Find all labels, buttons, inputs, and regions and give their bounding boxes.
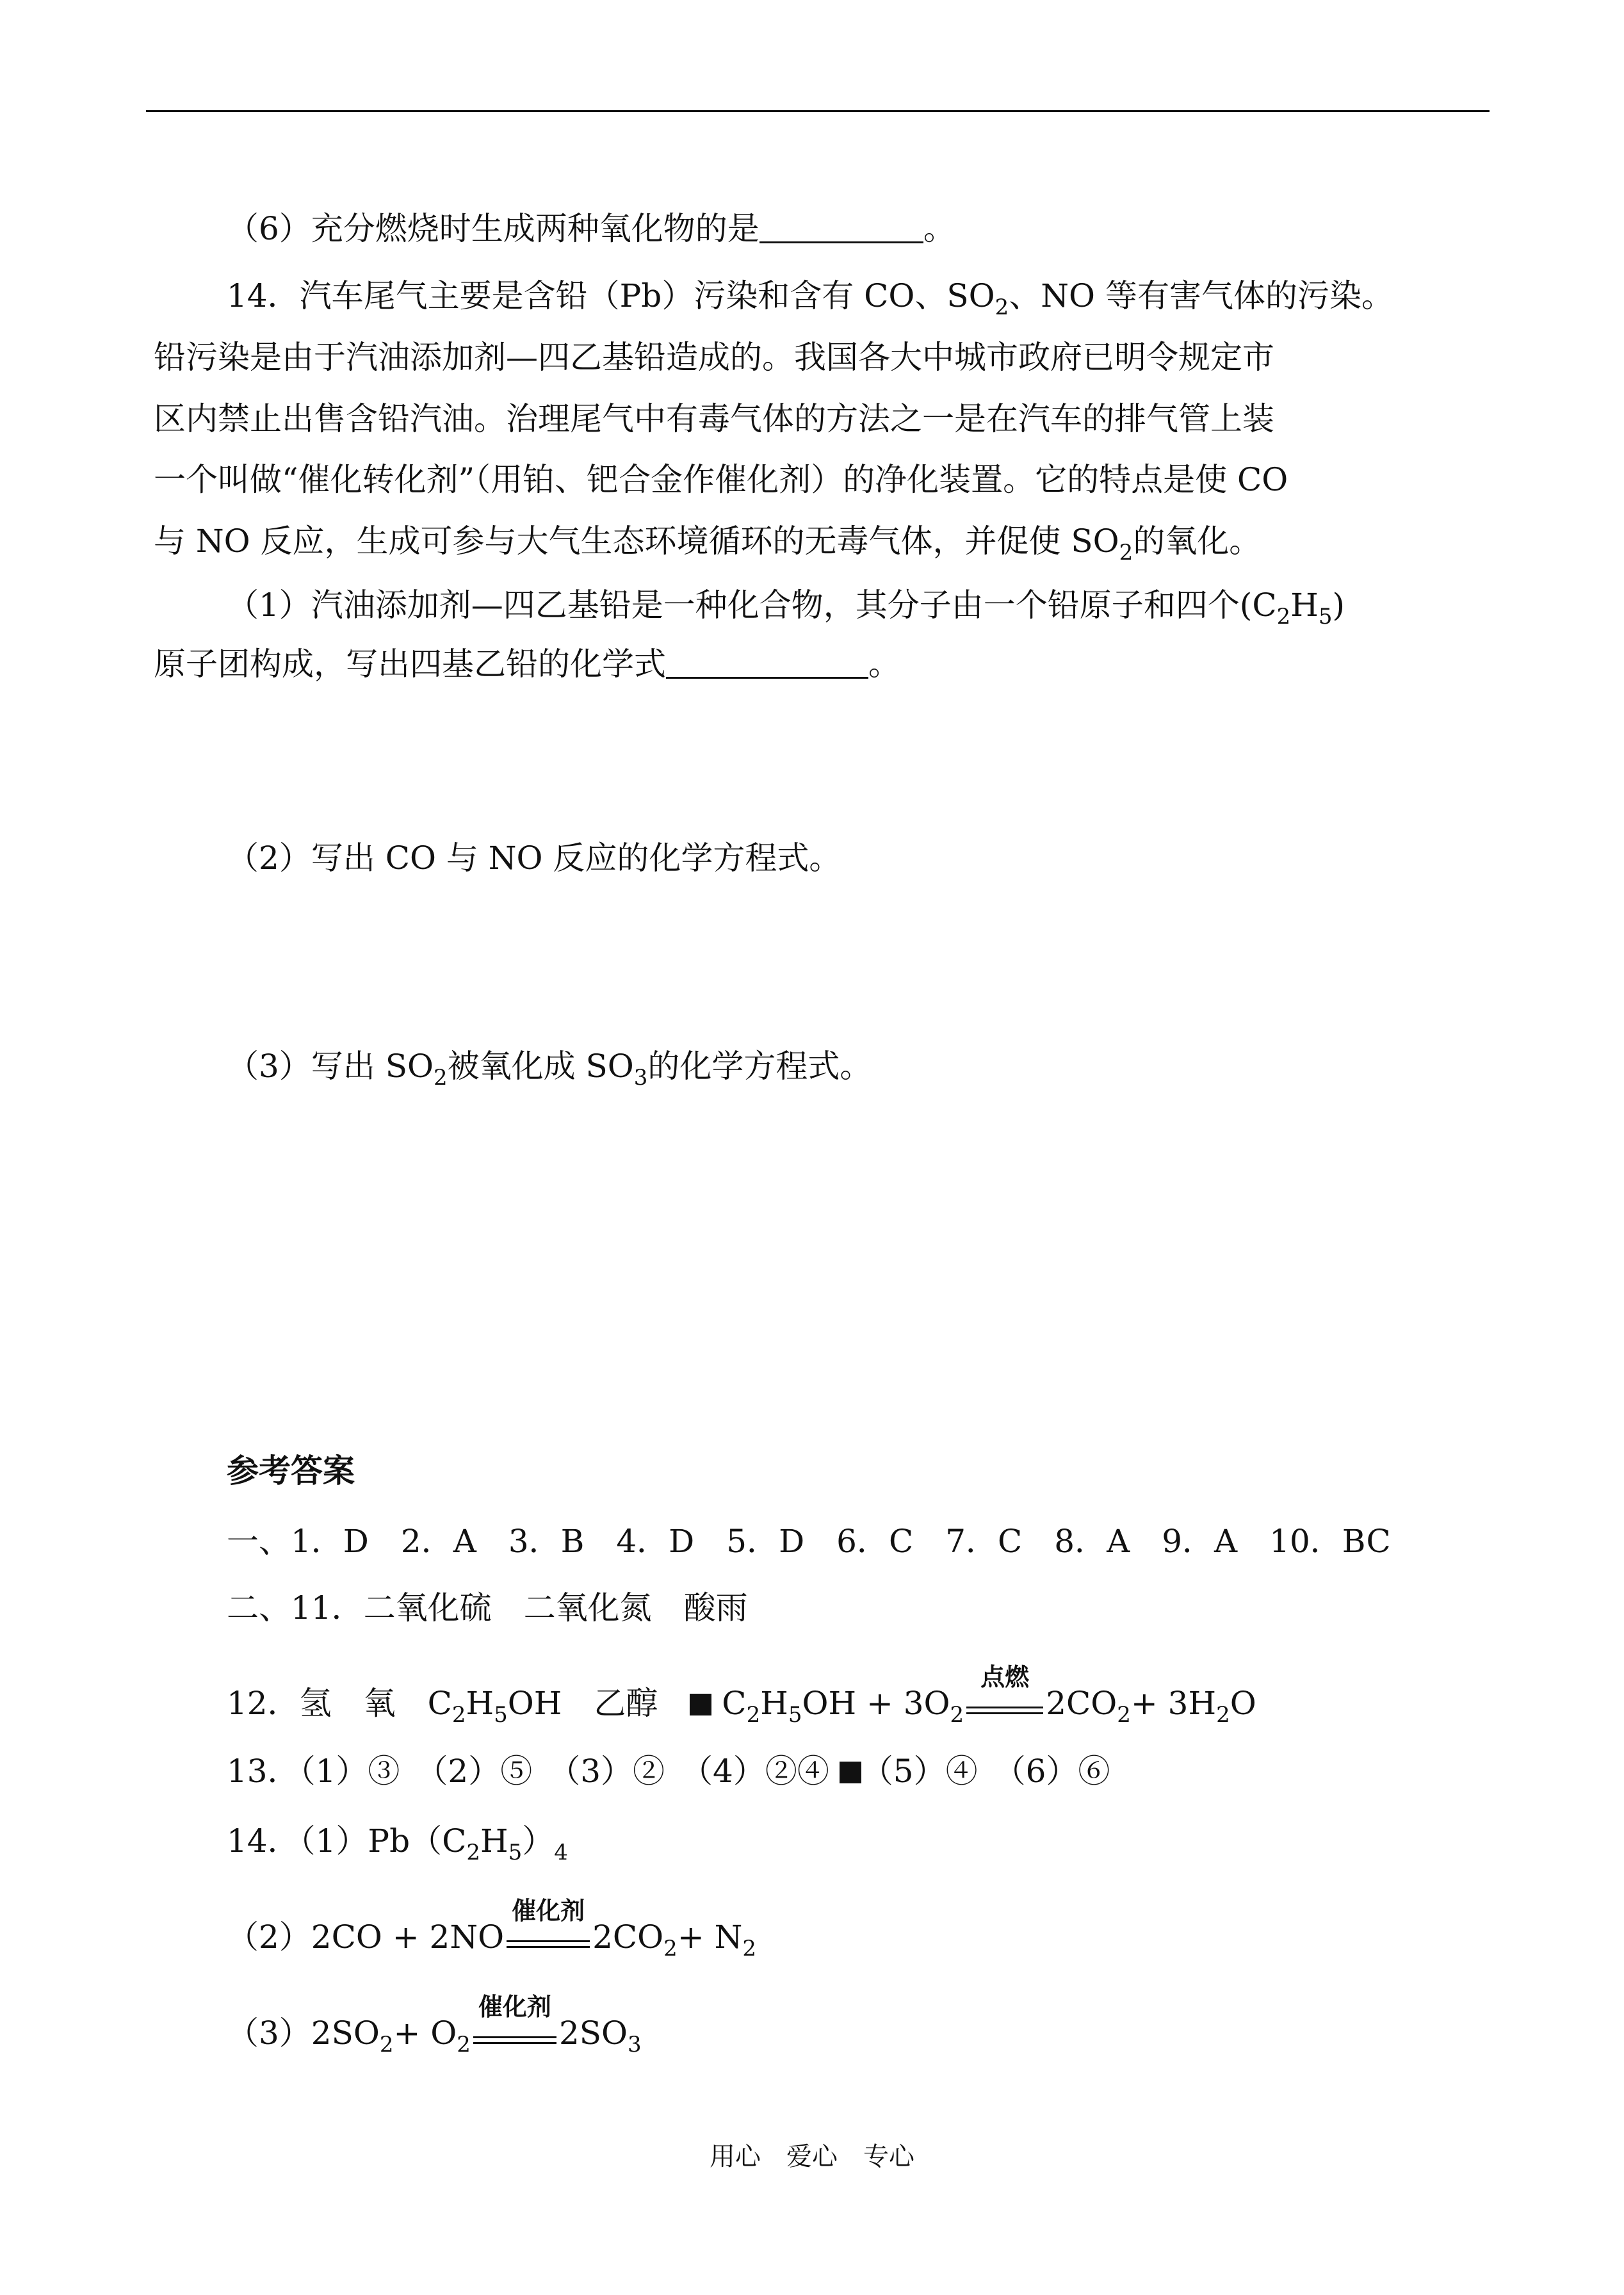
q14-sub1-text2: 原子团构成，写出四基乙铅的化学式 — [154, 645, 666, 683]
q14-sub1-line1 — [227, 583, 1345, 639]
q14-line2: 铅污染是由于汽油添加剂—四乙基铅造成的。我国各大中城市政府已明令规定市 — [154, 339, 1274, 376]
answers-part1: 一、1．D 2．A 3．B 4．D 5．D 6．C 7．C 8．A 9．A 10．BC — [227, 1523, 1391, 1560]
formula-part: H — [760, 1685, 788, 1722]
q14-line4: 一个叫做“催化转化剂”（用铂、钯合金作催化剂）的净化装置。它的特点是使 CO — [154, 461, 1288, 498]
q14-line1-text: 14．汽车尾气主要是含铅（Pb）污染和含有 CO、SO — [227, 277, 995, 314]
answer-12-text: 12．氢 氧 C — [227, 1685, 452, 1722]
q13-item6-text: （6）充分燃烧时生成两种氧化物的是 — [227, 210, 759, 247]
answer-14-2-text: （2）2CO + 2NO — [227, 1918, 505, 1956]
answer-blank — [759, 208, 923, 243]
formula-part: OH 乙醇 — [507, 1685, 690, 1722]
subscript: 2 — [1216, 1702, 1230, 1728]
formula-part: ） — [522, 1822, 555, 1860]
subscript: 2 — [1117, 1702, 1131, 1728]
formula-part: C — [722, 1685, 747, 1722]
answer-12 — [227, 1662, 1256, 1737]
q14-line5-text: 与 NO 反应，生成可参与大气生态环境循环的无毒气体，并促使 SO — [154, 523, 1119, 560]
answer-blank — [666, 644, 868, 679]
q14-sub3-text3: 的化学方程式。 — [647, 1048, 872, 1085]
q13-item6 — [227, 206, 955, 251]
q13-item6-end: 。 — [923, 210, 955, 247]
formula-part: OH + 3O — [802, 1685, 950, 1722]
subscript: 5 — [508, 1840, 523, 1865]
reaction-condition — [473, 1992, 556, 2044]
q14-line1-end: 、NO 等有害气体的污染。 — [1009, 277, 1393, 314]
answer-14-3 — [227, 1992, 642, 2067]
formula-part: H — [1290, 587, 1319, 624]
q14-line3: 区内禁止出售含铅汽油。治理尾气中有毒气体的方法之一是在汽车的排气管上装 — [154, 400, 1274, 437]
subscript: 2 — [379, 2032, 394, 2057]
subscript: 2 — [746, 1702, 761, 1728]
formula-part: 2SO — [558, 2015, 628, 2052]
answers-heading: 参考答案 — [227, 1452, 355, 1489]
subscript: 5 — [1318, 604, 1333, 629]
page-footer: 用心 爱心 专心 — [710, 2142, 914, 2171]
subscript: 2 — [457, 2032, 471, 2057]
q14-line5-end: 的氧化。 — [1133, 523, 1262, 560]
answer-13-text2: （5）④ （6）⑥ — [861, 1753, 1110, 1790]
q14-sub3-text2: 被氧化成 SO — [447, 1048, 634, 1085]
formula-part: + N — [677, 1918, 743, 1956]
formula-part: 2CO — [1046, 1685, 1117, 1722]
q14-line5 — [154, 519, 1261, 575]
condition-label: 催化剂 — [478, 1992, 551, 2021]
formula-part: ) — [1332, 587, 1345, 624]
reaction-condition — [966, 1662, 1043, 1714]
double-equals-sign — [473, 2036, 556, 2044]
q14-sub1-end: 。 — [868, 645, 900, 683]
formula-part: H — [466, 1685, 494, 1722]
condition-label: 点燃 — [980, 1662, 1030, 1691]
subscript: 3 — [628, 2032, 642, 2057]
answers-part2: 二、11．二氧化硫 二氧化氮 酸雨 — [227, 1589, 748, 1626]
condition-label: 催化剂 — [512, 1896, 585, 1925]
subscript: 2 — [451, 1702, 466, 1728]
q14-sub1-line2 — [154, 642, 900, 686]
q14-sub3 — [227, 1044, 872, 1100]
answer-13-text: 13．（1）③ （2）⑤ （3）② （4）②④ — [227, 1753, 829, 1790]
q14-sub1-text: （1）汽油添加剂—四乙基铅是一种化合物，其分子由一个铅原子和四个(C — [227, 587, 1277, 624]
subscript: 5 — [494, 1702, 508, 1728]
answer-14-2 — [227, 1896, 756, 1971]
subscript: 5 — [788, 1702, 802, 1728]
subscript: 4 — [554, 1840, 568, 1865]
answer-14-1 — [227, 1819, 568, 1875]
double-equals-sign — [966, 1707, 1043, 1714]
formula-part: 2CO — [592, 1918, 664, 1956]
subscript: 2 — [950, 1702, 964, 1728]
q14-sub2: （2）写出 CO 与 NO 反应的化学方程式。 — [227, 839, 841, 877]
subscript: 2 — [1119, 540, 1133, 565]
answer-14-3-text: （3）2SO — [227, 2015, 380, 2052]
formula-part: + 3H — [1130, 1685, 1217, 1722]
subscript: 3 — [633, 1065, 648, 1091]
subscript: 2 — [742, 1936, 756, 1961]
subscript: 2 — [433, 1065, 448, 1091]
black-square-mark — [840, 1762, 861, 1783]
formula-part: O — [1230, 1685, 1256, 1722]
reaction-condition — [507, 1896, 590, 1948]
subscript: 2 — [1276, 604, 1291, 629]
subscript: 2 — [995, 295, 1009, 320]
black-square-mark — [690, 1694, 711, 1715]
q14-line1 — [227, 273, 1393, 330]
header-rule — [146, 110, 1490, 112]
subscript: 2 — [466, 1840, 480, 1865]
answer-13 — [227, 1749, 1110, 1794]
formula-part: H — [480, 1822, 508, 1860]
answer-14-1-text: 14．（1）Pb（C — [227, 1822, 467, 1860]
formula-part: + O — [393, 2015, 457, 2052]
subscript: 2 — [663, 1936, 678, 1961]
double-equals-sign — [507, 1940, 590, 1948]
q14-sub3-text: （3）写出 SO — [227, 1048, 434, 1085]
